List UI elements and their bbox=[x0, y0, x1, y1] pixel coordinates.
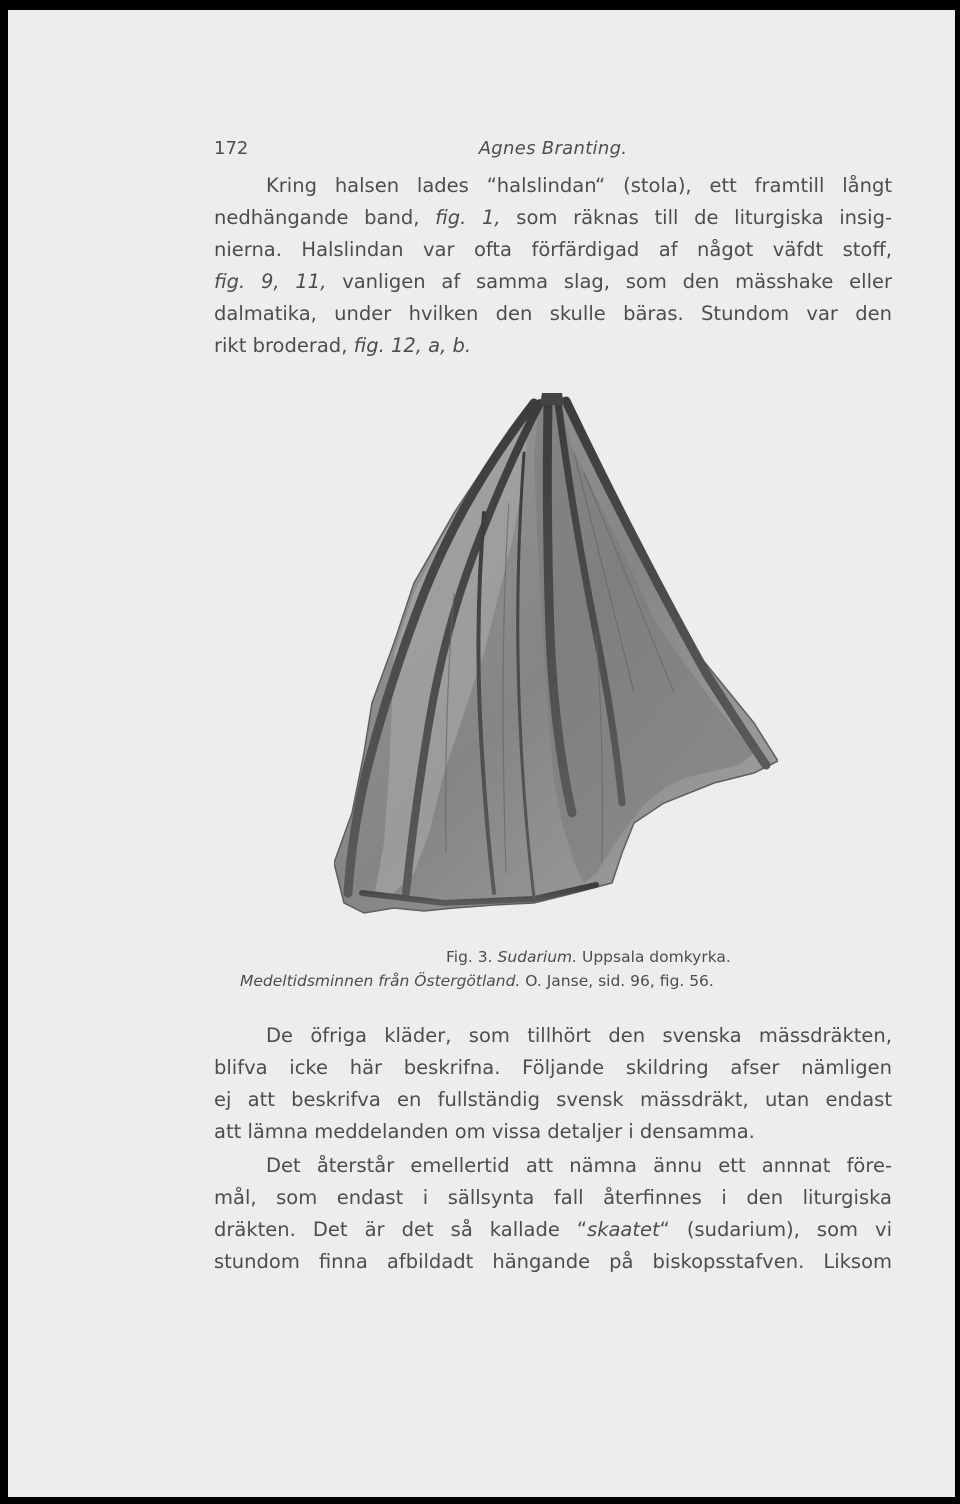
text-span: nierna. Halslindan var ofta förfärdigad af något väfdt stoff, bbox=[214, 238, 892, 262]
paragraph-3 bbox=[214, 1150, 892, 1278]
text-line bbox=[214, 202, 892, 234]
paragraph-1 bbox=[214, 170, 892, 363]
italic-text: fig. 9, 11, bbox=[214, 270, 327, 294]
page-header bbox=[214, 138, 892, 162]
paragraph-2 bbox=[214, 1020, 892, 1148]
text-line bbox=[214, 266, 892, 298]
text-line bbox=[214, 330, 892, 362]
scanned-page bbox=[8, 10, 955, 1497]
text-span: ej att beskrifva en fullständig svensk mässdräkt, utan endast bbox=[214, 1088, 892, 1112]
italic-text: fig. 12, a, b. bbox=[353, 334, 472, 358]
text-line bbox=[214, 1150, 892, 1182]
text-span: som räknas till de liturgiska insig- bbox=[500, 206, 893, 230]
text-span: vanligen af samma slag, som den mässhake eller bbox=[326, 270, 892, 294]
text-span: Uppsala domkyrka. bbox=[577, 948, 731, 966]
text-span: nedhängande band, bbox=[214, 206, 436, 230]
text-span: att lämna meddelanden om vissa detaljer i densamma. bbox=[214, 1120, 755, 1144]
text-span: De öfriga kläder, som tillhört den svenska mässdräkten, bbox=[266, 1024, 892, 1047]
italic-text: Sudarium. bbox=[497, 948, 578, 966]
running-head: Agnes Branting. bbox=[478, 138, 628, 159]
text-span: rikt broderad, bbox=[214, 334, 354, 358]
text-line bbox=[214, 1214, 892, 1246]
text-line bbox=[214, 298, 892, 330]
text-line bbox=[214, 1052, 892, 1084]
text-span: Kring halsen lades “halslindan“ (stola), ett framtill långt bbox=[266, 174, 892, 197]
text-span: O. Janse, sid. 96, fig. 56. bbox=[520, 972, 714, 990]
text-span: dalmatika, under hvilken den skulle bäras. Stundom var den bbox=[214, 302, 892, 326]
text-line bbox=[214, 1116, 892, 1148]
italic-text: Medeltidsminnen från Östergötland. bbox=[240, 972, 521, 990]
page-number: 172 bbox=[214, 138, 249, 159]
text-span: “ (sudarium), som vi bbox=[659, 1218, 892, 1242]
text-line bbox=[214, 170, 892, 202]
text-span: stundom finna afbildadt hängande på biskopsstafven. Liksom bbox=[214, 1250, 892, 1274]
text-span: blifva icke här beskrifna. Följande skildring afser nämligen bbox=[214, 1056, 892, 1080]
sudarium-photograph bbox=[334, 393, 778, 933]
text-line bbox=[214, 1084, 892, 1116]
figure-caption-line-2 bbox=[240, 972, 860, 990]
text-line bbox=[214, 234, 892, 266]
figure-caption-line-1 bbox=[446, 948, 955, 966]
text-line bbox=[214, 1182, 892, 1214]
italic-text: skaatet bbox=[587, 1218, 660, 1242]
italic-text: fig. 1, bbox=[435, 206, 501, 230]
text-span: mål, som endast i sällsynta fall återfinnes i den liturgiska bbox=[214, 1186, 892, 1210]
text-line bbox=[214, 1020, 892, 1052]
text-span: Fig. 3. bbox=[446, 948, 498, 966]
text-line bbox=[214, 1246, 892, 1278]
text-span: dräkten. Det är det så kallade “ bbox=[214, 1218, 588, 1242]
cloth-top-gathering bbox=[540, 393, 564, 405]
text-span: Det återstår emellertid att nämna ännu ett annnat före- bbox=[266, 1154, 892, 1177]
